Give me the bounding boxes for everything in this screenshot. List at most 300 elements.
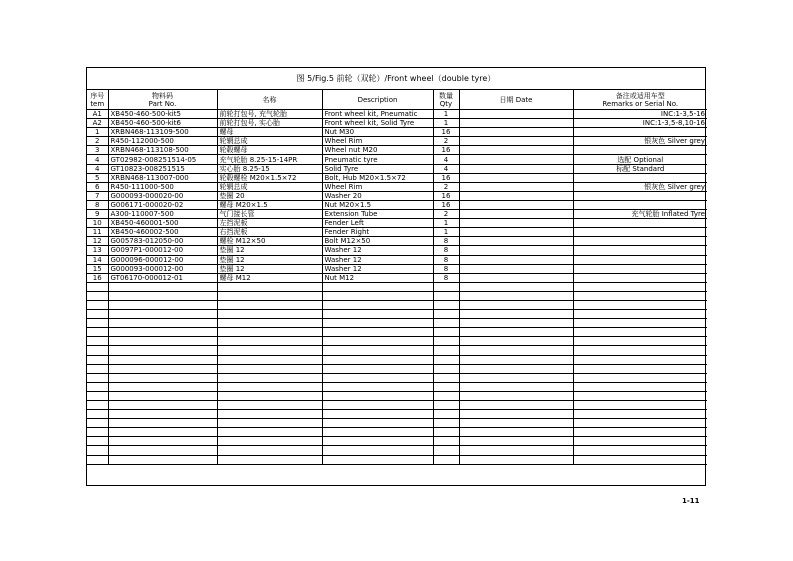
- empty-cell: [573, 446, 707, 455]
- cell-description: Wheel Rim: [322, 137, 433, 146]
- empty-cell: [87, 428, 108, 437]
- empty-table-row: [87, 437, 707, 446]
- cell-date: [459, 110, 573, 119]
- cell-name: 右挡泥板: [217, 228, 322, 237]
- empty-cell: [433, 291, 459, 300]
- cell-part-no: XB450-460001-500: [108, 219, 217, 228]
- table-row: [87, 155, 707, 164]
- cell-name: 垫圈 20: [217, 191, 322, 200]
- empty-cell: [108, 355, 217, 364]
- empty-cell: [108, 300, 217, 309]
- cell-item: 6: [87, 182, 108, 191]
- header-date: 日期 Date: [459, 90, 573, 110]
- empty-cell: [87, 401, 108, 410]
- cell-item: 9: [87, 210, 108, 219]
- empty-cell: [217, 446, 322, 455]
- empty-cell: [108, 382, 217, 391]
- figure-title: 图 5/Fig.5 前轮（双轮）/Front wheel（double tyre）: [87, 68, 705, 90]
- empty-cell: [108, 455, 217, 464]
- cell-qty: 2: [433, 182, 459, 191]
- empty-cell: [322, 410, 433, 419]
- empty-cell: [459, 455, 573, 464]
- empty-cell: [322, 355, 433, 364]
- empty-cell: [322, 291, 433, 300]
- empty-cell: [322, 328, 433, 337]
- empty-cell: [459, 310, 573, 319]
- empty-cell: [108, 401, 217, 410]
- cell-part-no: XB450-460-500-kit5: [108, 110, 217, 119]
- cell-qty: 2: [433, 137, 459, 146]
- empty-cell: [459, 355, 573, 364]
- empty-cell: [217, 364, 322, 373]
- empty-cell: [322, 282, 433, 291]
- table-row: [87, 210, 707, 219]
- empty-cell: [322, 446, 433, 455]
- empty-cell: [87, 346, 108, 355]
- cell-part-no: G000093-000020-00: [108, 191, 217, 200]
- cell-description: Fender Left: [322, 219, 433, 228]
- cell-description: Pneumatic tyre: [322, 155, 433, 164]
- cell-description: Washer 12: [322, 264, 433, 273]
- empty-cell: [433, 300, 459, 309]
- header-remarks: 备注或适用车型 Remarks or Serial No.: [573, 90, 707, 110]
- cell-qty: 1: [433, 119, 459, 128]
- cell-name: 前轮打包号, 充气轮胎: [217, 110, 322, 119]
- empty-table-row: [87, 328, 707, 337]
- cell-description: Nut M12: [322, 273, 433, 282]
- empty-cell: [573, 373, 707, 382]
- cell-description: Bolt M12×50: [322, 237, 433, 246]
- empty-table-row: [87, 391, 707, 400]
- cell-date: [459, 128, 573, 137]
- cell-item: 16: [87, 273, 108, 282]
- table-row: [87, 128, 707, 137]
- empty-cell: [87, 373, 108, 382]
- cell-item: 11: [87, 228, 108, 237]
- cell-name: 气门接长管: [217, 210, 322, 219]
- cell-description: Washer 12: [322, 246, 433, 255]
- table-row: [87, 191, 707, 200]
- table-row: [87, 219, 707, 228]
- cell-description: Front wheel kit, Solid Tyre: [322, 119, 433, 128]
- cell-item: 14: [87, 255, 108, 264]
- empty-cell: [459, 446, 573, 455]
- empty-cell: [217, 355, 322, 364]
- empty-cell: [217, 455, 322, 464]
- empty-table-row: [87, 401, 707, 410]
- empty-cell: [433, 355, 459, 364]
- empty-cell: [108, 446, 217, 455]
- cell-date: [459, 273, 573, 282]
- empty-cell: [573, 410, 707, 419]
- cell-name: 实心胎 8.25-15: [217, 164, 322, 173]
- table-row: [87, 246, 707, 255]
- empty-cell: [433, 428, 459, 437]
- empty-cell: [217, 328, 322, 337]
- cell-remarks: [573, 273, 707, 282]
- cell-date: [459, 182, 573, 191]
- empty-cell: [322, 382, 433, 391]
- empty-cell: [433, 419, 459, 428]
- cell-remarks: [573, 200, 707, 209]
- empty-cell: [217, 282, 322, 291]
- cell-remarks: [573, 237, 707, 246]
- cell-date: [459, 200, 573, 209]
- empty-cell: [217, 382, 322, 391]
- cell-date: [459, 210, 573, 219]
- parts-table: [87, 90, 707, 465]
- cell-qty: 8: [433, 273, 459, 282]
- empty-cell: [217, 337, 322, 346]
- cell-part-no: R450-111000-500: [108, 182, 217, 191]
- empty-cell: [87, 455, 108, 464]
- cell-part-no: XRBN468-113007-000: [108, 173, 217, 182]
- empty-cell: [433, 391, 459, 400]
- cell-part-no: GT10823-008251515: [108, 164, 217, 173]
- table-row: [87, 110, 707, 119]
- cell-part-no: XB450-460-500-kit6: [108, 119, 217, 128]
- header-description: Description: [322, 90, 433, 110]
- cell-item: 5: [87, 173, 108, 182]
- cell-part-no: G000096-000012-00: [108, 255, 217, 264]
- empty-cell: [573, 319, 707, 328]
- empty-table-row: [87, 319, 707, 328]
- cell-item: A2: [87, 119, 108, 128]
- cell-remarks: 充气轮胎 Inflated Tyre: [573, 210, 707, 219]
- cell-description: Extension Tube: [322, 210, 433, 219]
- cell-name: 轮辋总成: [217, 182, 322, 191]
- cell-name: 前轮打包号, 实心胎: [217, 119, 322, 128]
- cell-date: [459, 155, 573, 164]
- empty-cell: [322, 373, 433, 382]
- empty-cell: [87, 410, 108, 419]
- cell-description: Washer 20: [322, 191, 433, 200]
- cell-qty: 16: [433, 173, 459, 182]
- empty-cell: [573, 300, 707, 309]
- cell-description: Fender Right: [322, 228, 433, 237]
- empty-table-row: [87, 355, 707, 364]
- empty-cell: [573, 310, 707, 319]
- empty-cell: [217, 410, 322, 419]
- empty-cell: [459, 364, 573, 373]
- table-row: [87, 264, 707, 273]
- table-row: [87, 255, 707, 264]
- cell-date: [459, 219, 573, 228]
- header-part-no: 物料码 Part No.: [108, 90, 217, 110]
- cell-remarks: [573, 246, 707, 255]
- cell-name: 螺栓 M12×50: [217, 237, 322, 246]
- empty-cell: [322, 437, 433, 446]
- empty-cell: [108, 310, 217, 319]
- empty-cell: [217, 346, 322, 355]
- cell-name: 轮毂螺栓 M20×1.5×72: [217, 173, 322, 182]
- cell-remarks: [573, 228, 707, 237]
- cell-name: 垫圈 12: [217, 264, 322, 273]
- cell-name: 垫圈 12: [217, 246, 322, 255]
- empty-cell: [433, 382, 459, 391]
- empty-cell: [322, 300, 433, 309]
- cell-date: [459, 119, 573, 128]
- empty-cell: [87, 437, 108, 446]
- empty-cell: [573, 391, 707, 400]
- empty-table-row: [87, 310, 707, 319]
- empty-cell: [217, 291, 322, 300]
- page-number: 1-11: [682, 497, 700, 505]
- empty-table-row: [87, 282, 707, 291]
- cell-remarks: [573, 146, 707, 155]
- empty-cell: [573, 419, 707, 428]
- empty-cell: [433, 319, 459, 328]
- cell-qty: 8: [433, 246, 459, 255]
- table-row: [87, 237, 707, 246]
- cell-remarks: 银灰色 Silver grey: [573, 182, 707, 191]
- empty-table-row: [87, 428, 707, 437]
- empty-cell: [459, 300, 573, 309]
- cell-qty: 16: [433, 146, 459, 155]
- empty-cell: [322, 391, 433, 400]
- table-row: [87, 228, 707, 237]
- table-row: [87, 164, 707, 173]
- cell-qty: 16: [433, 128, 459, 137]
- empty-cell: [87, 310, 108, 319]
- cell-item: 12: [87, 237, 108, 246]
- empty-table-row: [87, 346, 707, 355]
- empty-cell: [573, 328, 707, 337]
- empty-cell: [87, 282, 108, 291]
- cell-part-no: G0097P1-000012-00: [108, 246, 217, 255]
- empty-table-row: [87, 455, 707, 464]
- cell-date: [459, 264, 573, 273]
- cell-qty: 16: [433, 191, 459, 200]
- empty-cell: [433, 337, 459, 346]
- empty-cell: [459, 291, 573, 300]
- table-row: [87, 146, 707, 155]
- cell-item: A1: [87, 110, 108, 119]
- empty-cell: [322, 419, 433, 428]
- empty-cell: [217, 437, 322, 446]
- empty-cell: [87, 291, 108, 300]
- empty-cell: [217, 419, 322, 428]
- cell-part-no: G005783-012050-00: [108, 237, 217, 246]
- table-row: [87, 119, 707, 128]
- cell-description: Nut M20×1.5: [322, 200, 433, 209]
- table-row: [87, 182, 707, 191]
- cell-remarks: INC:1-3,5-16: [573, 110, 707, 119]
- cell-remarks: 标配 Standard: [573, 164, 707, 173]
- empty-cell: [459, 337, 573, 346]
- cell-remarks: [573, 255, 707, 264]
- empty-cell: [108, 337, 217, 346]
- empty-cell: [87, 337, 108, 346]
- cell-name: 螺母: [217, 128, 322, 137]
- cell-part-no: GT02982-008251514-05: [108, 155, 217, 164]
- cell-date: [459, 191, 573, 200]
- empty-table-row: [87, 419, 707, 428]
- cell-name: 轮毂螺母: [217, 146, 322, 155]
- empty-table-row: [87, 300, 707, 309]
- empty-cell: [217, 300, 322, 309]
- empty-table-row: [87, 373, 707, 382]
- empty-cell: [322, 346, 433, 355]
- cell-qty: 1: [433, 228, 459, 237]
- cell-qty: 8: [433, 264, 459, 273]
- cell-qty: 16: [433, 200, 459, 209]
- empty-cell: [573, 291, 707, 300]
- empty-cell: [433, 364, 459, 373]
- empty-cell: [459, 373, 573, 382]
- empty-cell: [87, 319, 108, 328]
- empty-cell: [322, 319, 433, 328]
- empty-cell: [108, 364, 217, 373]
- empty-cell: [108, 391, 217, 400]
- empty-cell: [322, 428, 433, 437]
- empty-cell: [108, 291, 217, 300]
- empty-cell: [573, 437, 707, 446]
- cell-remarks: [573, 219, 707, 228]
- empty-cell: [573, 401, 707, 410]
- empty-cell: [108, 419, 217, 428]
- cell-description: Nut M30: [322, 128, 433, 137]
- empty-cell: [322, 455, 433, 464]
- empty-cell: [87, 364, 108, 373]
- empty-cell: [108, 282, 217, 291]
- cell-part-no: XRBN468-113108-500: [108, 146, 217, 155]
- empty-cell: [87, 391, 108, 400]
- empty-cell: [108, 373, 217, 382]
- empty-table-row: [87, 382, 707, 391]
- cell-name: 左挡泥板: [217, 219, 322, 228]
- cell-part-no: XB450-460002-500: [108, 228, 217, 237]
- cell-qty: 4: [433, 164, 459, 173]
- empty-cell: [322, 401, 433, 410]
- header-qty: 数量 Qty: [433, 90, 459, 110]
- table-row: [87, 273, 707, 282]
- cell-item: 4: [87, 155, 108, 164]
- table-row: [87, 173, 707, 182]
- empty-cell: [108, 319, 217, 328]
- empty-cell: [322, 364, 433, 373]
- cell-part-no: G000093-000012-00: [108, 264, 217, 273]
- cell-date: [459, 146, 573, 155]
- empty-cell: [459, 319, 573, 328]
- empty-cell: [217, 401, 322, 410]
- empty-cell: [87, 328, 108, 337]
- empty-cell: [573, 428, 707, 437]
- cell-remarks: [573, 173, 707, 182]
- empty-cell: [87, 382, 108, 391]
- empty-cell: [108, 346, 217, 355]
- cell-part-no: G006171-000020-02: [108, 200, 217, 209]
- empty-cell: [573, 346, 707, 355]
- empty-cell: [433, 346, 459, 355]
- cell-name: 螺母 M12: [217, 273, 322, 282]
- empty-table-row: [87, 446, 707, 455]
- cell-description: Washer 12: [322, 255, 433, 264]
- header-name: 名称: [217, 90, 322, 110]
- cell-qty: 1: [433, 110, 459, 119]
- cell-remarks: [573, 191, 707, 200]
- cell-remarks: [573, 128, 707, 137]
- cell-qty: 8: [433, 255, 459, 264]
- empty-cell: [433, 310, 459, 319]
- cell-item: 3: [87, 146, 108, 155]
- cell-description: Front wheel kit, Pneumatic: [322, 110, 433, 119]
- cell-name: 轮辋总成: [217, 137, 322, 146]
- empty-cell: [322, 310, 433, 319]
- empty-cell: [433, 410, 459, 419]
- cell-qty: 8: [433, 237, 459, 246]
- empty-cell: [433, 401, 459, 410]
- empty-cell: [459, 346, 573, 355]
- cell-remarks: 选配 Optional: [573, 155, 707, 164]
- empty-cell: [217, 310, 322, 319]
- cell-qty: 1: [433, 219, 459, 228]
- cell-description: Wheel nut M20: [322, 146, 433, 155]
- table-row: [87, 137, 707, 146]
- cell-name: 螺母 M20×1.5: [217, 200, 322, 209]
- empty-cell: [573, 282, 707, 291]
- cell-item: 4: [87, 164, 108, 173]
- empty-table-row: [87, 291, 707, 300]
- cell-date: [459, 137, 573, 146]
- empty-cell: [87, 355, 108, 364]
- empty-cell: [459, 428, 573, 437]
- empty-cell: [217, 391, 322, 400]
- cell-part-no: GT06170-000012-01: [108, 273, 217, 282]
- table-header-row: [87, 90, 707, 110]
- cell-name: 垫圈 12: [217, 255, 322, 264]
- empty-cell: [459, 391, 573, 400]
- cell-part-no: R450-112000-500: [108, 137, 217, 146]
- cell-item: 13: [87, 246, 108, 255]
- empty-table-row: [87, 337, 707, 346]
- cell-date: [459, 228, 573, 237]
- empty-cell: [459, 382, 573, 391]
- cell-description: Wheel Rim: [322, 182, 433, 191]
- empty-cell: [433, 328, 459, 337]
- cell-item: 7: [87, 191, 108, 200]
- cell-item: 8: [87, 200, 108, 209]
- cell-remarks: INC:1-3,5-8,10-16: [573, 119, 707, 128]
- empty-cell: [459, 401, 573, 410]
- empty-cell: [459, 437, 573, 446]
- empty-table-row: [87, 410, 707, 419]
- empty-table-row: [87, 364, 707, 373]
- empty-cell: [433, 437, 459, 446]
- parts-list-frame: [86, 67, 706, 486]
- empty-cell: [573, 337, 707, 346]
- empty-cell: [433, 282, 459, 291]
- empty-cell: [87, 446, 108, 455]
- empty-cell: [108, 437, 217, 446]
- empty-cell: [217, 428, 322, 437]
- empty-cell: [87, 419, 108, 428]
- empty-cell: [573, 455, 707, 464]
- empty-cell: [433, 373, 459, 382]
- empty-cell: [108, 328, 217, 337]
- cell-date: [459, 173, 573, 182]
- table-row: [87, 200, 707, 209]
- cell-item: 2: [87, 137, 108, 146]
- empty-cell: [459, 419, 573, 428]
- cell-date: [459, 237, 573, 246]
- empty-cell: [459, 410, 573, 419]
- empty-cell: [217, 319, 322, 328]
- empty-cell: [433, 446, 459, 455]
- cell-description: Bolt, Hub M20×1.5×72: [322, 173, 433, 182]
- cell-part-no: A300-110007-500: [108, 210, 217, 219]
- empty-cell: [108, 410, 217, 419]
